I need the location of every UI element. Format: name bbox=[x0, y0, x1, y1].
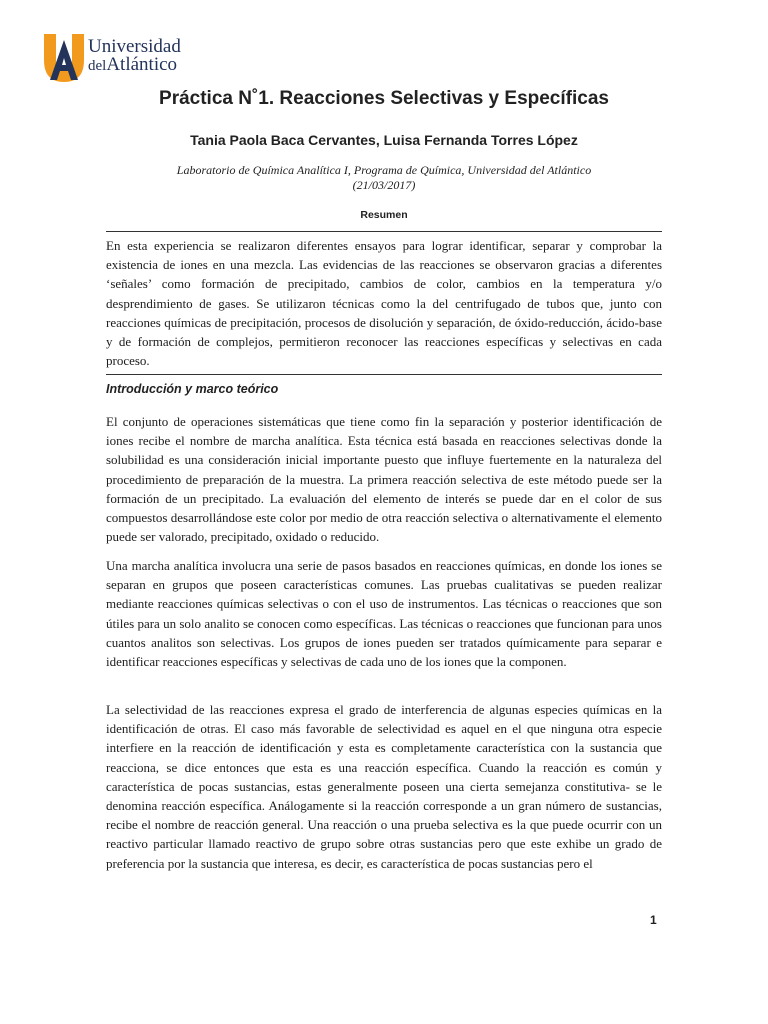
document-title: Práctica N˚1. Reacciones Selectivas y Específicas bbox=[159, 88, 609, 109]
abstract-bottom-rule bbox=[106, 374, 662, 375]
logo-line2-main: Atlántico bbox=[106, 54, 178, 75]
abstract-heading: Resumen bbox=[360, 209, 408, 221]
university-name bbox=[88, 38, 181, 75]
section-heading: Introducción y marco teórico bbox=[106, 382, 279, 396]
affiliation-date: (21/03/2017) bbox=[352, 178, 416, 192]
affiliation-line1: Laboratorio de Química Analítica I, Programa de Química, Universidad del Atlántico bbox=[176, 163, 592, 177]
affiliation bbox=[0, 163, 768, 193]
university-emblem-icon bbox=[42, 30, 86, 82]
body-paragraph-1: El conjunto de operaciones sistemáticas que tiene como fin la separación y posterior identificación de iones recibe el nombre de marcha analítica. Esta técnica está basada en reacciones selectivas donde la solubilidad es una consideración inicial importante puesto que influye fuertemente en la naturaleza del procedimiento de preparación de la muestra. La primera reacción selectiva de este método puede ser la formación de un precipitado. La evaluación del elemento de interés se puede dar en el color de sus compuestos desarrollándose este color por medio de otra reacción selectiva o alternativamente el elemento puede ser valorado, precipitado, oxidado o reducido. bbox=[106, 414, 662, 545]
abstract-top-rule bbox=[106, 231, 662, 232]
university-logo bbox=[42, 30, 202, 82]
authors: Tania Paola Baca Cervantes, Luisa Fernanda Torres López bbox=[190, 132, 578, 148]
logo-line2 bbox=[88, 56, 181, 75]
page-number: 1 bbox=[650, 913, 657, 927]
abstract-text: En esta experiencia se realizaron diferentes ensayos para lograr identificar, separar y comprobar la existencia de iones en una mezcla. Las evidencias de las reacciones se observaron gracias a diferentes ‘señales’ como formación de precipitado, cambios de color, cambios en la temperatura y/o desprendimiento de gases. Se utilizaron técnicas como la del centrifugado de tubos que, junto con reacciones químicas de precipitación, procesos de disolución y separación, de óxido-reducción, ácido-base y de formación de complejos, permitieron reconocer las reacciones específicas y selectivas en cada proceso. bbox=[106, 238, 662, 369]
logo-line2-prefix: del bbox=[88, 58, 107, 74]
body-paragraph-3: La selectividad de las reacciones expresa el grado de interferencia de algunas especies químicas en la identificación de otras. El caso más favorable de selectividad es aquel en el que ninguna otra especie interfiere en la reacción de identificación y esta es completamente característica con la sustancia que reacciona, se dice entonces que esta es una reacción específica. Cuando la reacción es común y característica de pocas sustancias, estas generalmente poseen una cierta semejanza constitutiva- se le denomina reacción específica. Análogamente si la reacción corresponde a un gran número de sustancias, recibe el nombre de reacción general. Una reacción o una prueba selectiva es la que puede ocurrir con un reactivo particular llamado reactivo de grupo sobre otras sustancias pero que este exhibe un grado de preferencia por la sustancia que interesa, es decir, es característica de pocas sustancias pero el bbox=[106, 702, 662, 871]
body-paragraph-2: Una marcha analítica involucra una serie de pasos basados en reacciones químicas, en donde los iones se separan en grupos que poseen características comunes. Las pruebas cualitativas se pueden realizar mediante reacciones químicas selectivas o con el uso de instrumentos. Las técnicas o reacciones que son útiles para un solo analito se conocen como específicas. Las técnicas o reacciones que funcionan para unos cuantos analitos son selectivas. Los grupos de iones pueden ser tratados químicamente para separar e identificar reacciones específicas y selectivas de cada uno de los iones que la componen. bbox=[106, 558, 662, 670]
logo-line1: Universidad bbox=[88, 36, 181, 57]
